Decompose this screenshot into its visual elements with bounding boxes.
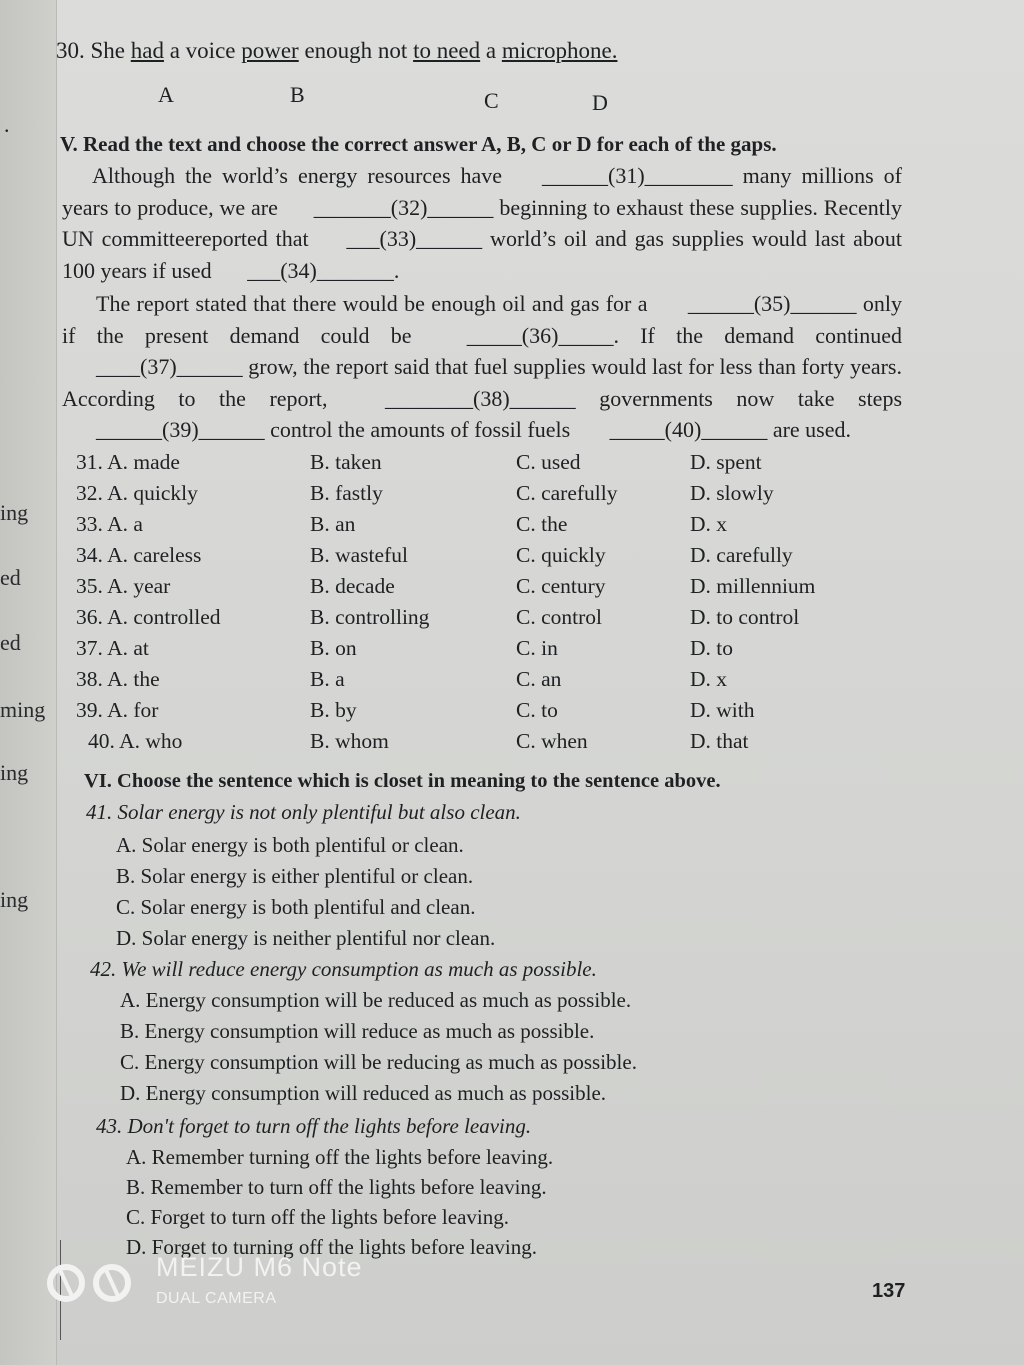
option-b[interactable]: B. an: [310, 512, 356, 536]
gap-32[interactable]: _______(32)______: [313, 194, 494, 220]
margin-fragment: ing: [0, 500, 29, 525]
option-c[interactable]: C. when: [516, 729, 588, 753]
margin-fragment: ing: [0, 760, 29, 785]
question-42: 42. We will reduce energy consumption as much as possible.: [90, 957, 597, 981]
option-c[interactable]: C. control: [516, 605, 602, 629]
option-b[interactable]: B. fastly: [310, 481, 383, 505]
option-a[interactable]: 39. A. for: [76, 698, 159, 722]
option-d[interactable]: D. x: [690, 667, 728, 691]
answer-42-c[interactable]: C. Energy consumption will be reducing as much as possible.: [120, 1050, 637, 1074]
section-v-heading: V. Read the text and choose the correct answer A, B, C or D for each of the gaps.: [60, 132, 777, 156]
gap-38[interactable]: ________(38)______: [385, 385, 576, 411]
passage-paragraph-2: The report stated that there would be enough oil and gas for a ______(35)______ only if the present demand could be _____(36)_____. If the demand continued ____(37)______ grow, the report said that fuel supplies would last for less than forty years. According to the report, ________(38)______ governments now take steps ______(39)______ control the amounts of fossil fuels _____(40)______ are used.: [62, 288, 902, 446]
options-31: [76, 450, 836, 480]
option-b[interactable]: B. a: [310, 667, 345, 691]
option-a[interactable]: 32. A. quickly: [76, 481, 198, 505]
option-c[interactable]: C. quickly: [516, 543, 606, 567]
options-33: [76, 512, 836, 542]
option-a[interactable]: 35. A. year: [76, 574, 171, 598]
letter-d: D: [592, 90, 608, 115]
options-40: [76, 729, 836, 759]
option-c[interactable]: C. used: [516, 450, 581, 474]
margin-fragment: ing: [0, 887, 29, 912]
gap-36[interactable]: _____(36)_____: [466, 322, 614, 348]
option-c[interactable]: C. to: [516, 698, 558, 722]
option-a[interactable]: 33. A. a: [76, 512, 143, 536]
option-d[interactable]: D. carefully: [690, 543, 793, 567]
option-d[interactable]: D. that: [690, 729, 749, 753]
answer-43-b[interactable]: B. Remember to turn off the lights before leaving.: [126, 1175, 547, 1199]
previous-page-edge: [0, 0, 57, 1365]
options-32: [76, 481, 836, 511]
answer-43-c[interactable]: C. Forget to turn off the lights before leaving.: [126, 1205, 509, 1229]
option-b[interactable]: B. whom: [310, 729, 389, 753]
letter-b: B: [290, 82, 305, 107]
option-a[interactable]: 36. A. controlled: [76, 605, 221, 629]
letter-c: C: [484, 88, 499, 113]
answer-42-a[interactable]: A. Energy consumption will be reduced as much as possible.: [120, 988, 632, 1012]
margin-fragment: ed: [0, 630, 21, 655]
options-34: [76, 543, 836, 573]
camera-watermark: [46, 1252, 406, 1322]
option-d[interactable]: D. millennium: [690, 574, 816, 598]
question-number: 30.: [56, 38, 85, 63]
answer-42-d[interactable]: D. Energy consumption will reduced as much as possible.: [120, 1081, 607, 1105]
option-b[interactable]: B. taken: [310, 450, 382, 474]
option-a[interactable]: 31. A. made: [76, 450, 180, 474]
answer-43-d[interactable]: D. Forget to turning off the lights before leaving.: [126, 1235, 537, 1259]
options-38: [76, 667, 836, 697]
option-a[interactable]: 38. A. the: [76, 667, 160, 691]
watermark-subtitle: DUAL CAMERA: [156, 1290, 277, 1307]
option-d[interactable]: D. to control: [690, 605, 800, 629]
option-a[interactable]: 34. A. careless: [76, 543, 202, 567]
option-b[interactable]: B. wasteful: [310, 543, 408, 567]
option-d[interactable]: D. with: [690, 698, 755, 722]
underlined-d: microphone.: [501, 38, 618, 63]
passage-paragraph-1: Although the world’s energy resources have ______(31)________ many millions of years to produce, we are _______(32)______ beginning to exhaust these supplies. Recently UN committeereported that ___(33)______ world’s oil and gas supplies would last about 100 years if used ___(34)_______.: [62, 160, 902, 286]
margin-dot: .: [4, 112, 10, 137]
margin-fragment: ed: [0, 565, 21, 590]
answer-41-a[interactable]: A. Solar energy is both plentiful or clean.: [116, 833, 464, 857]
option-d[interactable]: D. slowly: [690, 481, 774, 505]
option-b[interactable]: B. by: [310, 698, 357, 722]
option-d[interactable]: D. spent: [690, 450, 762, 474]
margin-fragment: ming: [0, 697, 46, 722]
option-a[interactable]: 37. A. at: [76, 636, 149, 660]
option-c[interactable]: C. an: [516, 667, 562, 691]
options-39: [76, 698, 836, 728]
answer-41-b[interactable]: B. Solar energy is either plentiful or clean.: [116, 864, 474, 888]
section-vi-heading: VI. Choose the sentence which is closet in meaning to the sentence above.: [84, 770, 721, 792]
options-36: [76, 605, 836, 635]
option-c[interactable]: C. century: [516, 574, 606, 598]
option-d[interactable]: D. to: [690, 636, 733, 660]
answer-41-d[interactable]: D. Solar energy is neither plentiful nor clean.: [116, 926, 496, 950]
gap-34[interactable]: ___(34)_______: [247, 257, 394, 283]
options-35: [76, 574, 836, 604]
option-b[interactable]: B. on: [310, 636, 357, 660]
option-a[interactable]: 40. A. who: [88, 729, 183, 753]
underlined-b: power: [241, 38, 299, 63]
gap-35[interactable]: ______(35)______: [687, 291, 857, 316]
option-b[interactable]: B. decade: [310, 574, 395, 598]
watermark-title: MEIZU M6 Note: [156, 1252, 363, 1282]
option-d[interactable]: D. x: [690, 512, 728, 536]
question-43: 43. Don't forget to turn off the lights before leaving.: [96, 1114, 532, 1138]
gap-37[interactable]: ____(37)______: [96, 354, 243, 379]
gap-33[interactable]: ___(33)______: [346, 226, 483, 251]
question-41: 41. Solar energy is not only plentiful but also clean.: [86, 800, 521, 824]
underlined-a: had: [130, 38, 164, 63]
option-b[interactable]: B. controlling: [310, 605, 430, 629]
underlined-c: to need: [413, 38, 481, 63]
option-c[interactable]: C. carefully: [516, 481, 618, 505]
page-number: 137: [872, 1280, 906, 1302]
option-c[interactable]: C. the: [516, 512, 568, 536]
gap-31[interactable]: ______(31)________: [542, 163, 733, 188]
question-30: 30. She had a voice power enough not to need a microphone.: [56, 38, 618, 63]
answer-41-c[interactable]: C. Solar energy is both plentiful and clean.: [116, 895, 476, 919]
answer-42-b[interactable]: B. Energy consumption will reduce as much as possible.: [120, 1019, 595, 1043]
letter-a: A: [158, 82, 174, 107]
gap-39[interactable]: ______(39)______: [96, 417, 265, 442]
answer-43-a[interactable]: A. Remember turning off the lights before leaving.: [126, 1145, 554, 1169]
option-c[interactable]: C. in: [516, 636, 558, 660]
options-37: [76, 636, 836, 666]
camera-logo-icon: [46, 1262, 136, 1304]
gap-40[interactable]: _____(40)______: [609, 417, 768, 442]
